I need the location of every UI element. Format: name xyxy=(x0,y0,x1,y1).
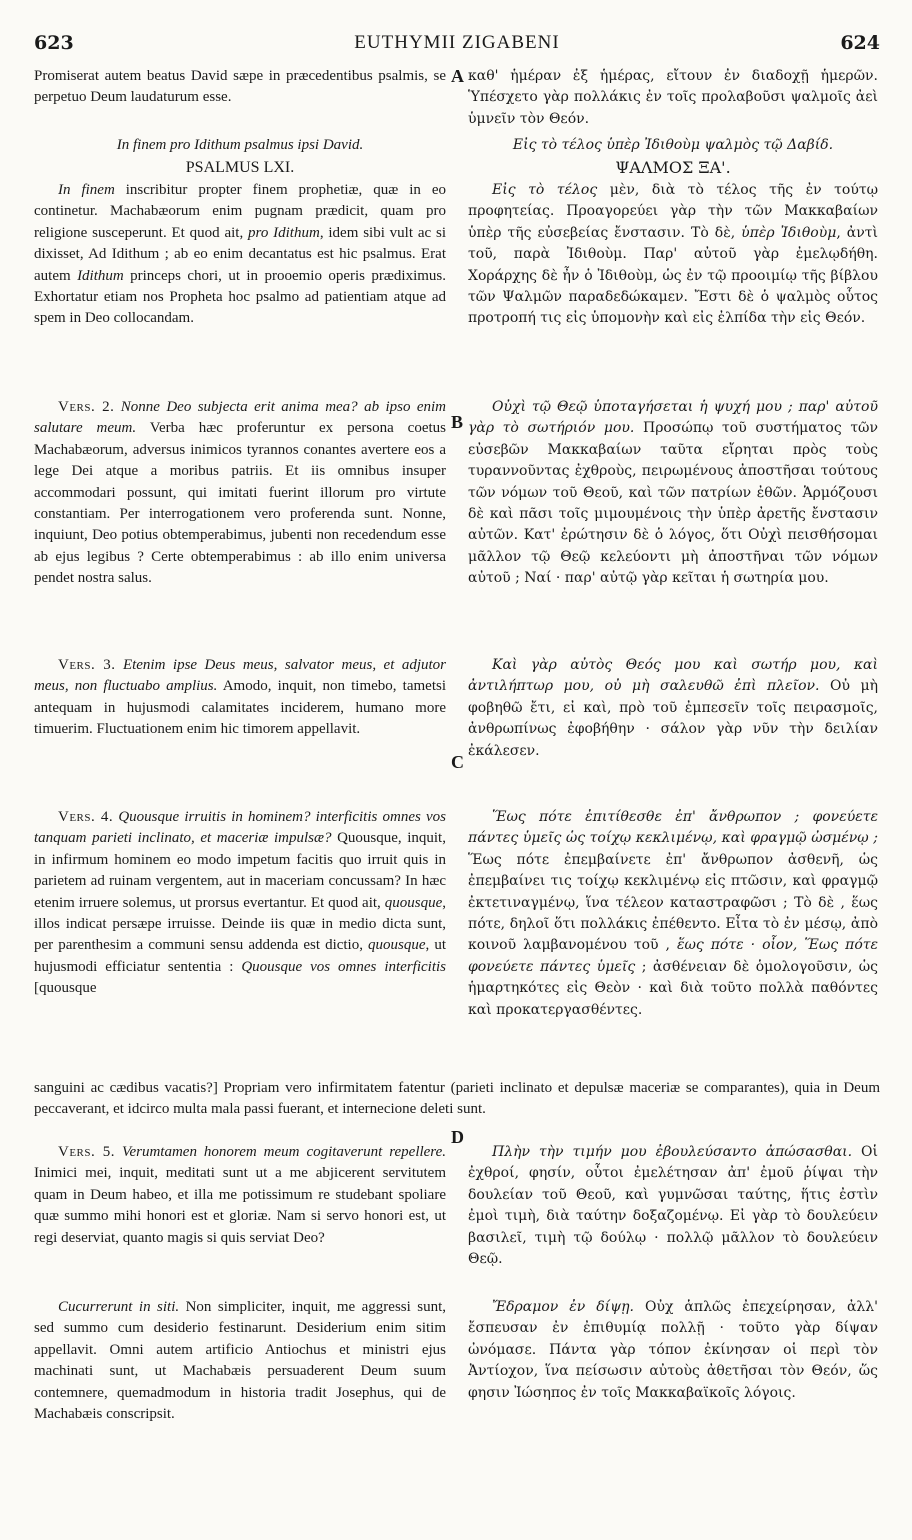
latin-p1-text-c: princeps chori, ut in prooemio operis prædiximus. Exhortatur etiam nos Propheta hoc psalmo ad patientiam atque ad spem in Deo collocandam. xyxy=(34,267,446,327)
greek-cur-quote: Ἔδραμον ἐν δίψῃ. xyxy=(492,1299,634,1315)
latin-v3-quote: Etenim ipse Deus meus, salvator meus, et adjutor meus, non fluctuabo amplius. xyxy=(34,657,446,695)
latin-verse-2 xyxy=(34,397,446,590)
latin-verse-3 xyxy=(34,655,446,741)
latin-v4-italic-3: Quousque vos omnes interficitis xyxy=(241,958,446,975)
greek-verse-5 xyxy=(468,1142,878,1270)
greek-p1-italic: ὑπὲρ Ἰδιθοὺμ xyxy=(741,224,837,241)
margin-letter-c: C xyxy=(451,752,464,772)
latin-cur-text: Non simpliciter, inquit, me aggressi sunt, sed summo cum desiderio festinarunt. Desiderium enim sitim appellavit. Omni autem artificio Antiochus et ministri ejus machinati sunt, ut Machabæis persuaderent Deum suum contemnere, quemadmodum in historia tradit Josephus, qui de Machabæis conscripsit. xyxy=(34,1299,446,1423)
latin-p1-lead: In finem xyxy=(58,182,115,198)
latin-v2-text: Verba hæc proferuntur ex persona coetus Machabæorum, adversus inimicos tyrannos conantes avertere eos a lege Dei atque a moribus patriis. Et iis omnibus insuper accommodari possunt, qui imitati fuerint illorum pro virtute constantiam. Per interrogationem vero proferenda sunt. Nonne, inquiunt, Deo potius obtemperabimus, jubenti non recedendum esse ab ejus legibus ? Certe obtemperabimus : ab illo enim universa pendet nostra salus. xyxy=(34,420,447,587)
latin-p1-text-b: , idem sibi vult ac si dixisset, Ad Idithum ; ab eo enim decantatus est hic psalmus. Erat autem xyxy=(34,224,446,284)
latin-p1-text: inscribitur propter finem prophetiæ, quæ in eo continetur. Machabæorum enim pugnam prædicit, quam pro religione susceperunt. Et quod ait, xyxy=(34,182,446,241)
greek-verse-edramon xyxy=(468,1297,878,1404)
greek-v4-text-2: ; ἀσθένειαν δὲ ὁμολογοῦσιν, ὡς ἡμαρτηκότες εἰς Θεὸν · καὶ διὰ τοῦτο πολλὰ παθόντες καὶ προκατεργασθέντες. xyxy=(468,958,879,1018)
latin-psalm-title: PSALMUS LXI. xyxy=(185,159,295,176)
greek-v2-quote: Οὐχὶ τῷ Θεῷ ὑποταγήσεται ἡ ψυχή μου ; παρ' αὐτοῦ γὰρ τὸ σωτήριόν μου. xyxy=(468,399,878,437)
latin-p1-italic-2: Idithum xyxy=(77,267,124,284)
page-number-right: 624 xyxy=(840,32,880,54)
greek-verse-3 xyxy=(468,655,878,762)
greek-v4-italic: ἕως πότε · οἷον, Ἕως πότε φονεύετε πάντες ὑμεῖς xyxy=(468,937,878,975)
greek-intro: καθ' ἡμέραν ἐξ ἡμέρας, εἴτουν ἐν διαδοχῇ ἡμερῶν. Ὑπέσχετο γὰρ πολλάκις ἐν τοῖς προλαβοῦσι ψαλμοῖς ἀεὶ ὑμνεῖν τὸν Θεόν. xyxy=(468,68,878,127)
page-number-left: 623 xyxy=(34,32,74,54)
latin-verse-cucurrerunt xyxy=(34,1297,446,1425)
latin-v2-quote: Nonne Deo subjecta erit anima mea? ab ipso enim salutare meum. xyxy=(34,399,447,437)
latin-p1-italic: pro Idithum xyxy=(248,224,320,241)
latin-intro-text: Promiserat autem beatus David sæpe in præcedentibus psalmis, se perpetuo Deum laudaturum esse. xyxy=(34,68,446,106)
latin-v5-text: Inimici mei, inquit, meditati sunt ut a me abjicerent servitutem quam in Deum habeo, et illa me potissimum re studebant spoliare quæ summo mihi honori est et gloriæ. Nam si servo honori est, ut regi deserviat, quanto magis si quis serviat Deo? xyxy=(34,1165,446,1246)
greek-p1-text-b: , ἀντὶ τοῦ, παρὰ Ἰδιθοὺμ. Παρ' αὐτοῦ γὰρ ἐμελῳδήθη. Χοράρχης δὲ ἦν ὁ Ἰδιθοὺμ, ὡς ἐν τῷ προοιμίῳ τῆς βίβλου τῶν Ψαλμῶν παραδεδώκαμεν. Ἔστι δὲ ὁ ψαλμὸς οὗτος προτροπή τις εἰς ὑπομονὴν καὶ εἰς ἐλπίδα τὴν εἰς Θεόν. xyxy=(468,224,878,327)
latin-v4-italic-2: quousque xyxy=(368,937,426,954)
latin-v4-text-2: , illos indicat persæpe irruisse. Deinde iis quæ in medio dicta sunt, per parenthesim a communi sensu addenda est dictio, xyxy=(34,894,446,954)
latin-v4-label: Vers. 4. xyxy=(58,809,114,825)
greek-v5-text: Οἱ ἐχθροί, φησίν, οὗτοι ἐμελέτησαν ἀπ' ἐμοῦ ῥίψαι τὴν δουλείαν τοῦ Θεοῦ, καὶ γυμνῶσαι ταύτης, ἥτις ἐστὶν ἐμοὶ τιμὴ, διὰ ταύτην δοξαζομένῳ. Εἰ γὰρ τὸ δουλεύειν βασιλεῖ, τιμὴ τῷ δούλῳ · πολλῷ μᾶλλον τὸ δουλεύειν Θεῷ. xyxy=(468,1144,878,1268)
latin-v5-label: Vers. 5. xyxy=(58,1144,115,1160)
greek-v3-quote: Καὶ γὰρ αὐτὸς Θεός μου καὶ σωτήρ μου, καὶ ἀντιλήπτωρ μου, οὐ μὴ σαλευθῶ ἐπὶ πλεῖον. xyxy=(468,657,878,695)
greek-verse-2 xyxy=(468,397,878,590)
latin-v4-italic: quousque xyxy=(384,894,443,911)
latin-v4-text-4: [quousque xyxy=(34,980,97,997)
greek-para-1 xyxy=(468,180,878,330)
greek-v5-quote: Πλὴν τὴν τιμήν μου ἐβουλεύσαντο ἀπώσασθαι. xyxy=(492,1144,853,1160)
full-width-line: sanguini ac cædibus vacatis?] Propriam vero infirmitatem fatentur (parieti inclinato et depulsæ maceriæ se comparantes), quia in Deum peccaverant, et idcirco multa mala passi fuerant, et internecione deleti sunt. xyxy=(34,1080,880,1118)
latin-verse-5 xyxy=(34,1142,446,1249)
latin-cur-quote: Cucurrerunt in siti. xyxy=(58,1299,180,1315)
greek-v4-text: Ἕως πότε ἐπεμβαίνετε ἐπ' ἄνθρωπον ἀσθενῆ, ὡς ἐπεμβαίνει τις τοίχῳ κεκλιμένῳ εἰς πτῶσιν, καὶ φραγμῷ ἐκτετιναγμένῳ, ἵνα τέλεον καταστραφῶσι ; Τὸ δὲ , ἕως πότε, δηλοῖ ὅτι πολλάκις ἐπέθεντο. Εἶτα τὸ ἐν μέσῳ, ἀπὸ κοινοῦ λαμβανομένου τοῦ , xyxy=(468,851,878,954)
margin-letter-b: B xyxy=(451,412,464,432)
greek-psalm-title: ΨΑΛΜΟΣ ΞΑ'. xyxy=(615,158,731,177)
greek-verse-4 xyxy=(468,807,878,1021)
latin-v2-label: Vers. 2. xyxy=(58,399,115,415)
greek-cur-text: Οὐχ ἁπλῶς ἐπεχείρησαν, ἀλλ' ἔσπευσαν ἐν ἐπιθυμίᾳ πολλῇ · τοῦτο γὰρ δίψαν ὠνόμασε. Πάντα γὰρ τόπον ἐκίνησαν οἱ περὶ τὸν Ἀντίοχον, ἵνα πείσωσιν αὐτοὺς ἀθετῆσαι τὸν Θεόν, ὥς φησιν Ἰώσηπος ἐν τοῖς Μακκαβαϊκοῖς λόγοις. xyxy=(468,1299,878,1401)
greek-p1-lead: Εἰς τὸ τέλος xyxy=(492,182,598,198)
greek-v4-quote: Ἕως πότε ἐπιτίθεσθε ἐπ' ἄνθρωπον ; φονεύετε πάντες ὑμεῖς ὡς τοίχῳ κεκλιμένῳ, καὶ φραγμῷ ὠσμένῳ ; xyxy=(468,809,878,847)
margin-letter-a: A xyxy=(451,66,464,86)
latin-v5-quote: Verumtamen honorem meum cogitaverunt repellere. xyxy=(114,1144,446,1160)
margin-letter-d: D xyxy=(451,1127,464,1147)
greek-p1-text: μὲν, διὰ τὸ τέλος τῆς ἐν τούτῳ προφητείας. Προαγορεύει γὰρ τὴν τῶν Μακκαβαίων ὑπὲρ τῆς εὐσεβείας ἔνστασιν. Τὸ δὲ, xyxy=(468,182,878,241)
latin-para-1 xyxy=(34,180,446,330)
latin-v3-label: Vers. 3. xyxy=(58,657,116,673)
latin-intro xyxy=(34,66,446,109)
greek-v3-text: Οὐ μὴ φοβηθῶ ἔτι, εἰ καὶ, πρὸ τοῦ ἐμπεσεῖν τοῖς πειρασμοῖς, ἀνθρωπίνως ἐφοβήθην · σάλον γὰρ νῦν τὴν δειλίαν ἐκάλεσεν. xyxy=(468,678,879,759)
latin-v4-text: Quousque, inquit, in infirmum hominem eo modo impetum facitis quo irruit quis in parietem ad ruinam vergentem, aut in maceriam concussam? In hæc etenim irruere solemus, ut prorsus evertantur. Et quod ait, xyxy=(34,830,446,911)
greek-inscription: Εἰς τὸ τέλος ὑπὲρ Ἰδιθοὺμ ψαλμὸς τῷ Δαβίδ. xyxy=(512,137,834,153)
latin-verse-4 xyxy=(34,807,446,1000)
running-title: EUTHYMII ZIGABENI xyxy=(354,32,560,53)
latin-inscription: In finem pro Idithum psalmus ipsi David. xyxy=(116,137,364,153)
latin-v3-text: Amodo, inquit, non timebo, tametsi antequam in hujusmodi calamitates inciderem, humano more timuerim. Fluctuationem enim hic timorem appellavit. xyxy=(34,678,446,738)
latin-v4-text-3: , ut hujusmodi efficiatur sententia : xyxy=(34,937,446,975)
page-header xyxy=(34,32,880,62)
latin-v4-quote: Quousque irruitis in hominem? interficitis omnes vos tanquam parieti inclinato, et maceriæ impulsæ? xyxy=(34,809,447,847)
greek-v2-text: Προσώπῳ τοῦ συστήματος τῶν εὐσεβῶν Μακκαβαίων ταῦτα εἴρηται πρὸς τοὺς τυραννοῦντας ἐχθροὺς, πειρωμένους ἀποστῆσαι τούτους τῶν νόμων τοῦ Θεοῦ, καὶ τῶν πατρίων ἐθῶν. Ἁρμόζουσι δὲ καὶ πᾶσι τοῖς μιμουμένοις τὴν ὑπὲρ ἀρετῆς ἔνστασιν αὐτῶν. Κατ' ἐρώτησιν δὲ ὁ λόγος, ὅτι Οὐχὶ πεισθήσομαι μᾶλλον τῷ Θεῷ κελεύοντι μὴ ἀποστῆναι τῶν νόμων αὐτοῦ ; Ναί · παρ' αὐτῷ γὰρ κεῖται ἡ σωτηρία μου. xyxy=(468,420,878,587)
